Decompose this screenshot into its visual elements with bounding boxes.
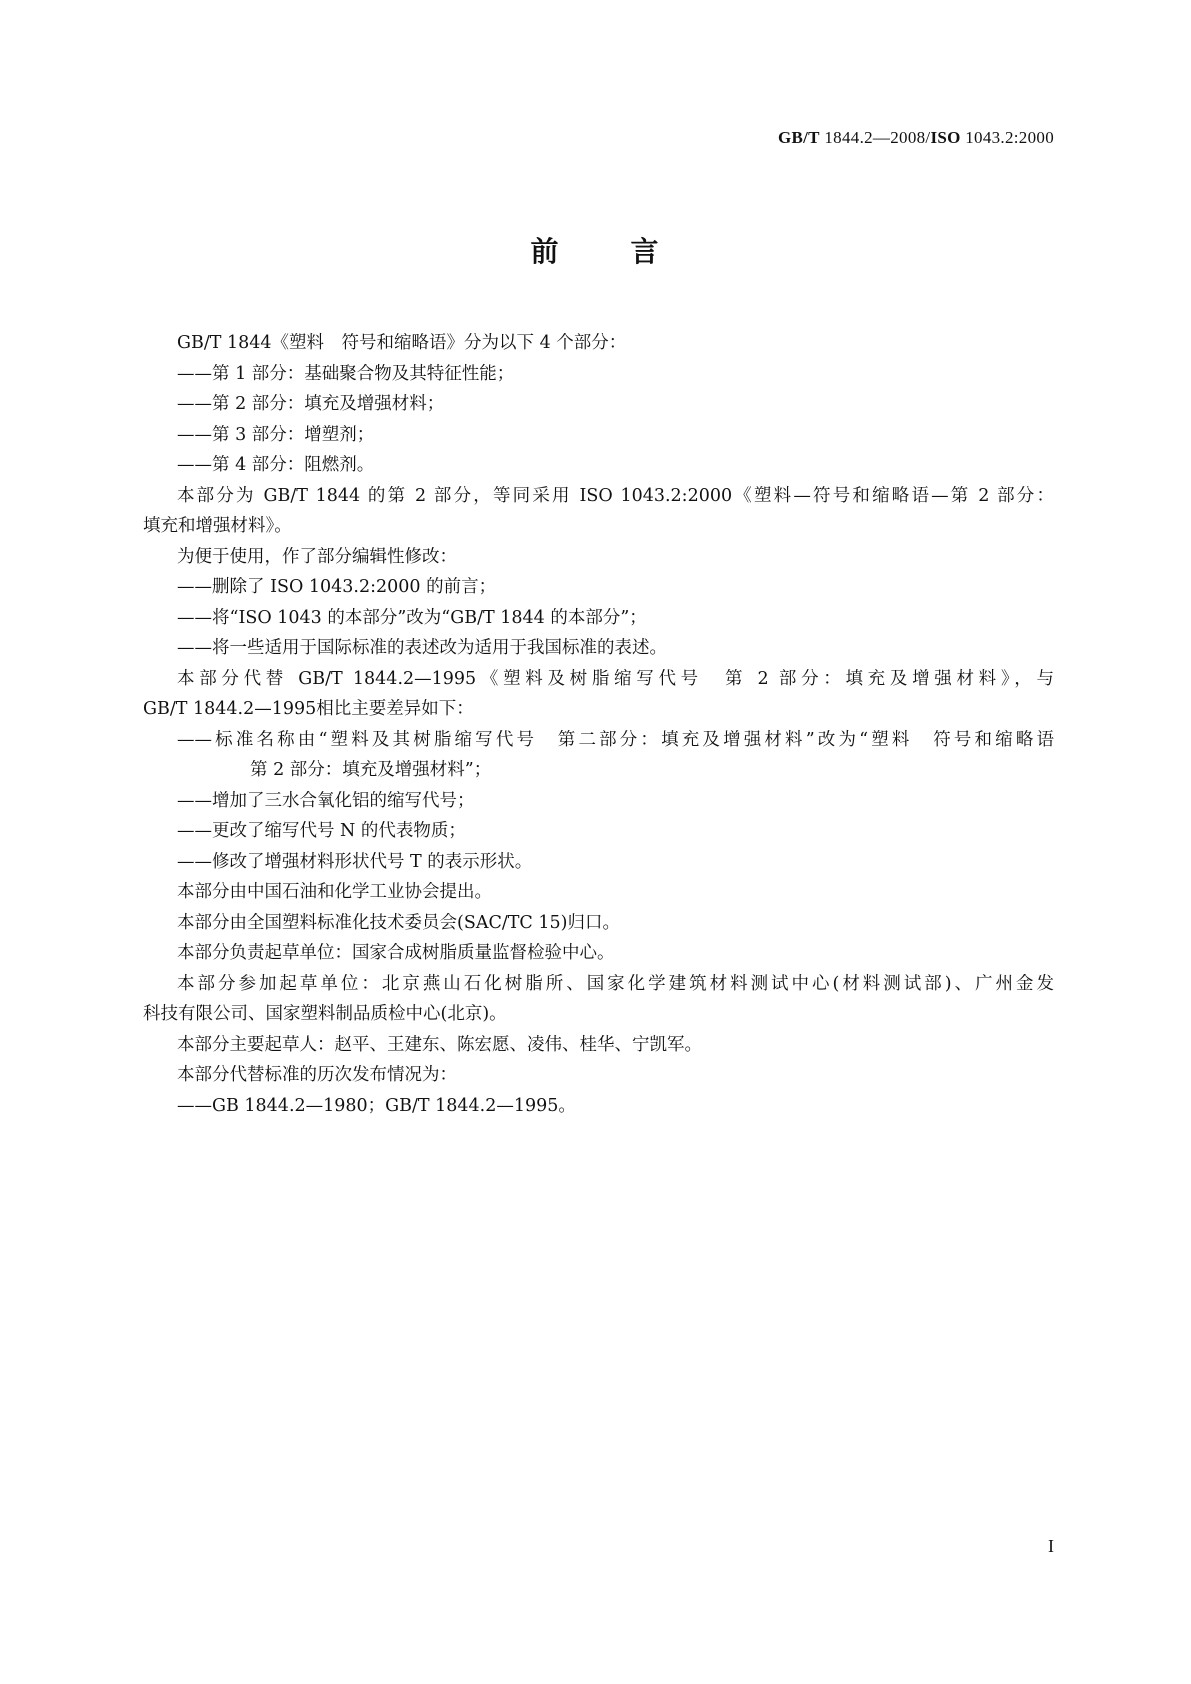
page-title <box>0 230 1191 270</box>
text-line: 本部分由中国石油和化学工业协会提出。 <box>177 882 492 902</box>
text-line: 第 2 部分：填充及增强材料”； <box>250 760 492 780</box>
text-line: 本部分为 GB/T 1844 的第 2 部分，等同采用 ISO 1043.2:2000《塑料—符号和缩略语—第 2 部分： <box>177 485 1054 506</box>
text-line: ——第 4 部分：阻燃剂。 <box>177 455 375 475</box>
text-line: 本部分参加起草单位：北京燕山石化树脂所、国家化学建筑材料测试中心(材料测试部)、广州金发 <box>177 973 1054 994</box>
text-line: GB/T 1844.2—1995相比主要差异如下： <box>143 699 474 719</box>
text-line: ——增加了三水合氧化铝的缩写代号； <box>177 790 475 811</box>
header-iso-code: ISO <box>930 128 961 147</box>
text-line: 本部分代替 GB/T 1844.2—1995《塑料及树脂缩写代号 第 2 部分：填充及增强材料》，与 <box>177 668 1054 689</box>
text-line: GB/T 1844《塑料 符号和缩略语》分为以下 4 个部分： <box>177 333 627 353</box>
text-line: ——删除了 ISO 1043.2:2000 的前言； <box>177 577 497 597</box>
foreword-body <box>143 328 1054 1121</box>
text-line: ——GB 1844.2—1980；GB/T 1844.2—1995。 <box>177 1095 576 1116</box>
header-iso-number: 1043.2:2000 <box>965 128 1054 147</box>
header-gbt-code: GB/T <box>777 128 820 147</box>
header-gbt-number: 1844.2—2008/ <box>824 128 931 147</box>
page-number: I <box>1048 1536 1054 1556</box>
text-line: 为便于使用，作了部分编辑性修改： <box>177 546 457 567</box>
text-line: 本部分负责起草单位：国家合成树脂质量监督检验中心。 <box>177 943 615 963</box>
text-line: ——标准名称由“塑料及其树脂缩写代号 第二部分：填充及增强材料”改为“塑料 符号和缩略语 <box>177 729 1054 750</box>
text-line: ——更改了缩写代号 N 的代表物质； <box>177 821 466 841</box>
text-line: ——第 3 部分：增塑剂； <box>177 424 375 445</box>
title-char-2: 言 <box>630 235 661 268</box>
text-line: ——将一些适用于国际标准的表述改为适用于我国标准的表述。 <box>177 638 667 658</box>
text-line: ——修改了增强材料形状代号 T 的表示形状。 <box>177 851 533 872</box>
text-line: 填充和增强材料》。 <box>143 516 292 536</box>
text-line: ——将“ISO 1043 的本部分”改为“GB/T 1844 的本部分”； <box>177 607 647 628</box>
text-line: ——第 1 部分：基础聚合物及其特征性能； <box>177 363 515 384</box>
text-line: 本部分由全国塑料标准化技术委员会(SAC/TC 15)归口。 <box>177 912 620 933</box>
standard-number-header <box>778 128 1054 148</box>
text-line: 本部分代替标准的历次发布情况为： <box>177 1065 457 1085</box>
text-line: 科技有限公司、国家塑料制品质检中心(北京)。 <box>143 1004 507 1024</box>
title-char-1: 前 <box>530 235 561 268</box>
text-line: ——第 2 部分：填充及增强材料； <box>177 394 445 414</box>
text-line: 本部分主要起草人：赵平、王建东、陈宏愿、凌伟、桂华、宁凯军。 <box>177 1034 702 1055</box>
